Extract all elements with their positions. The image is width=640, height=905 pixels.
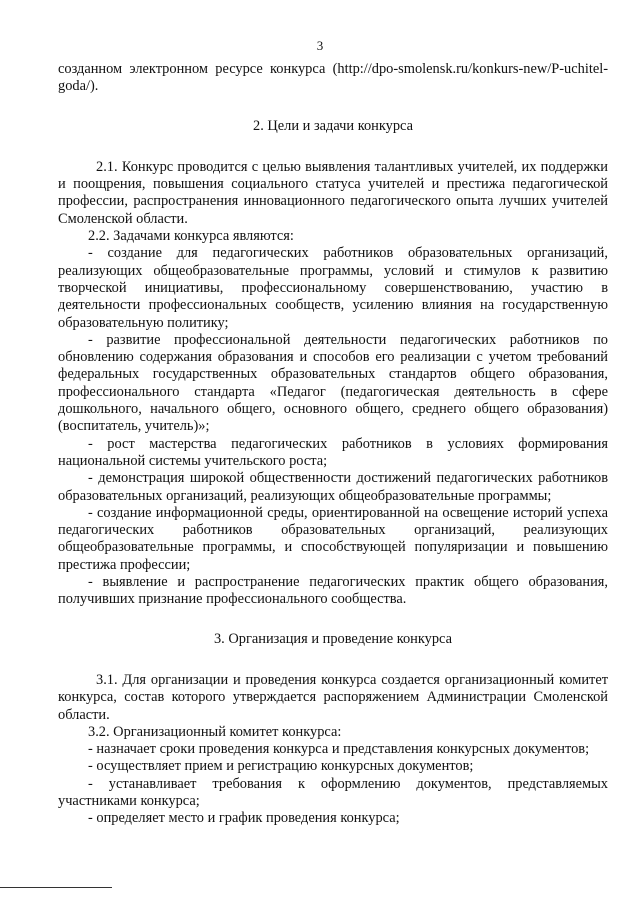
section-2-paragraph-2: 2.2. Задачами конкурса являются: — [88, 228, 294, 245]
page-number: 3 — [316, 38, 324, 53]
section-2-list-item: - развитие профессиональной деятельности педагогических работников по обновлению содержания образования и способов его реализации с учетом требований федеральных государственных образовательных стандартов общего образования, профессионального стандарта «Педагог (педагогическая деятельность в сфере дошкольного, начального общего, основного общего, среднего общего образования) (воспитатель, учитель)»; — [58, 331, 608, 435]
section-3-list-item: - осуществляет прием и регистрацию конкурсных документов; — [88, 758, 474, 775]
section-2-paragraph-1: 2.1. Конкурс проводится с целью выявления талантливых учителей, их поддержки и поощрения, повышения социального статуса учителей и престижа педагогической профессии, распространения инновационного педагогического опыта лучших учителей Смоленской области. — [58, 158, 608, 227]
section-3-paragraph-1: 3.1. Для организации и проведения конкурса создается организационный комитет конкурса, состав которого утверждается распоряжением Администрации Смоленской области. — [58, 671, 608, 723]
intro-paragraph: созданном электронном ресурсе конкурса (http://dpo-smolensk.ru/konkurs-new/P-uchitel-goda/). — [58, 61, 608, 95]
section-2-list-item: - создание информационной среды, ориентированной на освещение историй успеха педагогических работников образовательных организаций, реализующих общеобразовательные программы, и способствующей популяризации и повышению престижа профессии; — [58, 504, 608, 573]
section-3-list-item: - назначает сроки проведения конкурса и представления конкурсных документов; — [88, 741, 590, 758]
section-3-heading: 3. Организация и проведение конкурса — [213, 630, 453, 647]
footnote-separator — [0, 887, 112, 888]
section-3-list-item: - определяет место и график проведения конкурса; — [88, 810, 400, 827]
section-3-list-item: - устанавливает требования к оформлению документов, представляемых участниками конкурса; — [58, 775, 608, 809]
page-content — [58, 61, 608, 828]
section-2-list-item: - демонстрация широкой общественности достижений педагогических работников образовательных организаций, реализующих общеобразовательные программы; — [58, 470, 608, 504]
section-2-list-item: - рост мастерства педагогических работников в условиях формирования национальной системы учительского роста; — [58, 435, 608, 469]
section-2-list-item: - выявление и распространение педагогических практик общего образования, получивших признание профессионального сообщества. — [58, 574, 608, 608]
section-3-paragraph-2: 3.2. Организационный комитет конкурса: — [88, 723, 342, 740]
section-2-heading: 2. Цели и задачи конкурса — [253, 117, 413, 134]
section-2-list-item: - создание для педагогических работников образовательных организаций, реализующих общеобразовательные программы, условий и стимулов к развитию творческой инициативы, профессиональному совершенствованию, участию в деятельности профессиональных сообществ, усилению влияния на государственную образовательную политику; — [58, 245, 608, 331]
